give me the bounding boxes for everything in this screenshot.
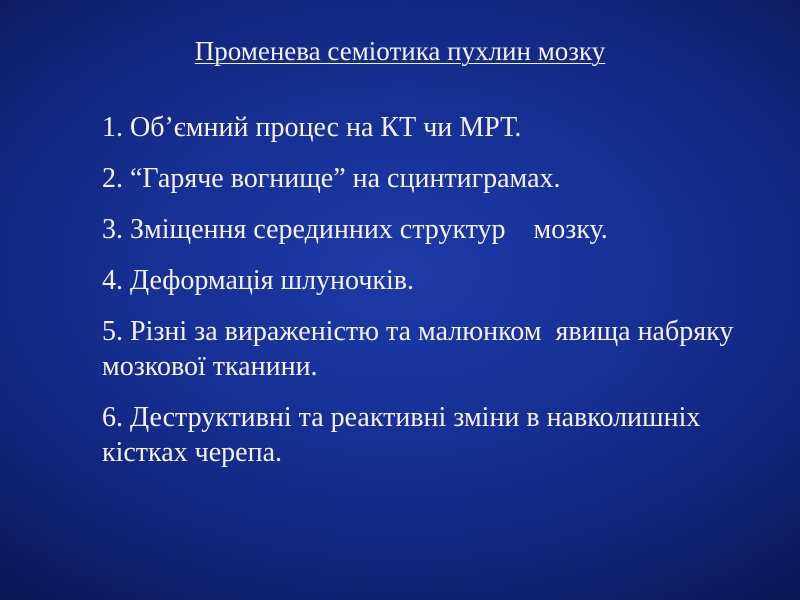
list-item-3: 3. Зміщення серединних структур мозку. — [102, 214, 608, 245]
list-item-1: 1. Об’ємний процес на КТ чи МРТ. — [102, 112, 522, 143]
item-list — [102, 110, 767, 486]
slide-title: Променева семіотика пухлин мозку — [194, 36, 606, 66]
list-item-5: 5. Різні за вираженістю та малюнком явища набряку мозкової тканини. — [102, 316, 741, 382]
list-item-4: 4. Деформація шлуночків. — [102, 265, 415, 296]
list-item-2: 2. “Гаряче вогнище” на сцинтиграмах. — [102, 163, 561, 194]
list-item-6: 6. Деструктивні та реактивні зміни в навколишніх кістках черепа. — [102, 402, 708, 468]
